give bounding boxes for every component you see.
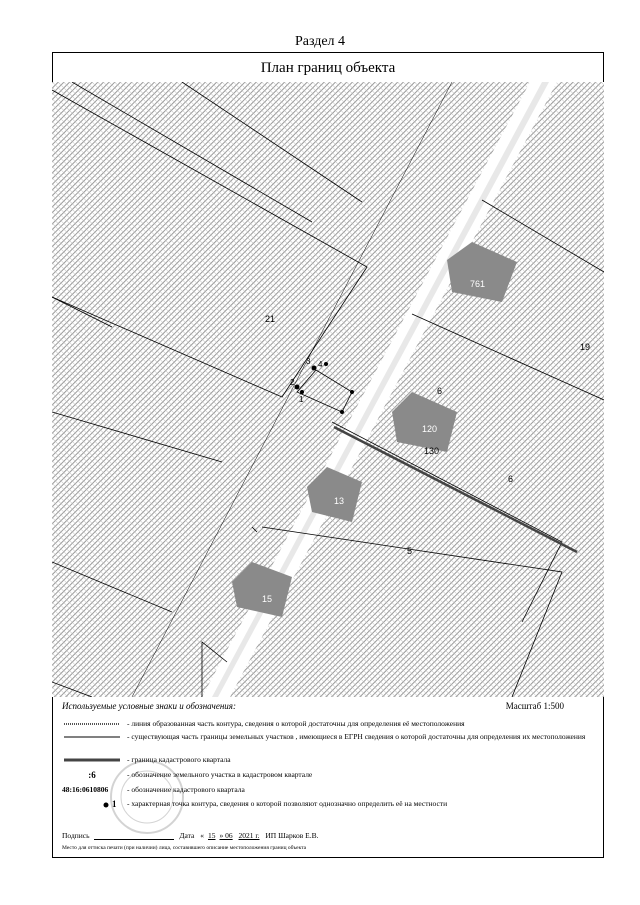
thin-line-icon [62,732,122,742]
signature-row: Подпись Дата « 15 » 06 2021 г. ИП Шарков Е.В. [62,831,319,840]
legend-symbol: :6 [88,770,96,780]
parcel-label: 130 [424,446,440,456]
point-label: 1 [299,395,304,404]
plan-title: План границ объекта [53,53,603,83]
point-3-marker [312,366,317,371]
point-4-marker [324,362,328,366]
parcel-label: 120 [422,424,438,434]
point-label: 4 [318,360,323,369]
stamp-seal [107,757,187,837]
footnote: Место для оттиска печати (при наличии) лица, составившего описание местоположения границ объекта [62,845,307,851]
parcel-label: 21 [265,314,276,324]
section-title: Раздел 4 [294,34,346,49]
parcel-label: 19 [580,342,591,352]
dotted-line-icon [62,719,122,729]
parcel-label: 6 [508,474,514,484]
boundary-map [52,82,604,697]
point-2-marker [295,385,300,390]
parcel-label: 5 [407,546,413,556]
legend: Используемые условные знаки и обозначения: Масштаб 1:500 - линия образованная часть контура, сведения о которой достаточны для определения её местоположения - существующая часть границы земельных участков , имеющиеся в ЕГРН сведения о которой достаточны для определения их местоположения - граница кадастрового квартала :6 - обозначение земельного участка в кадастровом квартале 48:16:0610806 - обозначение кадастрового квартала 1 - характерная точка контура, сведения о которой позволяют однозначно определить её на местности Подпись Дата « 15 » 06 2021 г. ИП Шарков Е.В. Место для оттиска печати (при наличии) лица, составившего описание местоположения границ объекта [52,697,604,858]
point-label: 3 [306,357,311,366]
point-1-marker [300,390,304,394]
legend-point-symbol: 1 [62,799,122,809]
parcel-label: 6 [437,386,443,396]
scale-label: Масштаб 1:500 [505,701,564,711]
legend-title: Используемые условные знаки и обозначения: [62,701,236,711]
parcel-label: 15 [262,594,273,604]
parcel-label: 761 [470,279,486,289]
point-label: 2 [290,378,295,387]
legend-symbol: 48:16:0610806 [62,785,109,794]
parcel-label: 13 [334,496,345,506]
